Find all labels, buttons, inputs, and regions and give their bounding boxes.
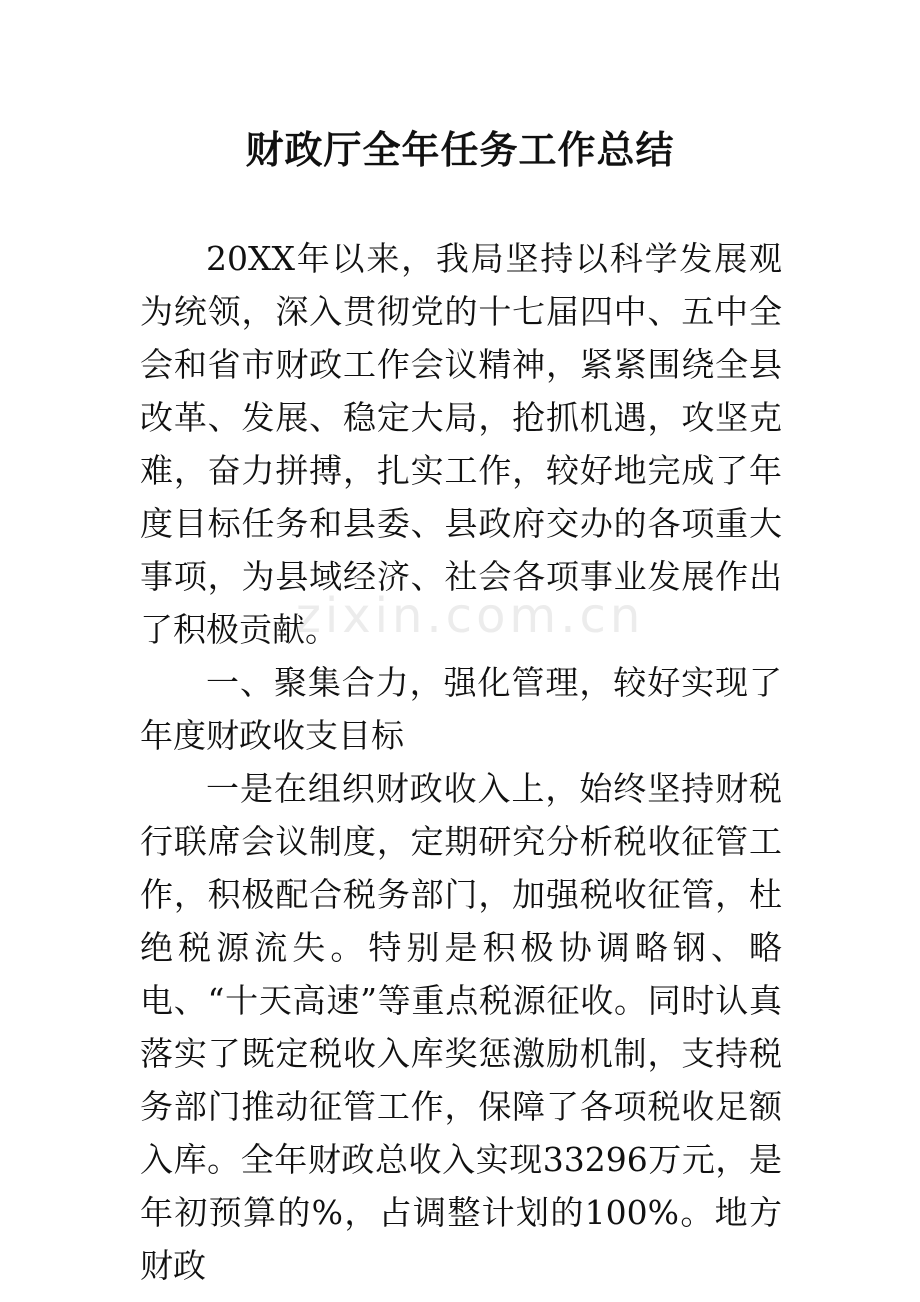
watermark: zixin.com.cn xyxy=(295,588,645,644)
document-title: 财政厅全年任务工作总结 xyxy=(245,128,675,172)
paragraph-revenue: 一是在组织财政收入上，始终坚持财税行联席会议制度，定期研究分析税收征管工作，积极配合税务部门，加强税收征管，杜绝税源流失。特别是积极协调略钢、略电、“十天高速”等重点税源征收。同时认真落实了既定税收入库奖惩激励机制，支持税务部门推动征管工作，保障了各项税收足额入库。全年财政总收入实现33296万元，是年初预算的%，占调整计划的100%。地方财政 xyxy=(140,769,782,1285)
section-heading-1: 一、聚集合力，强化管理，较好实现了年度财政收支目标 xyxy=(140,663,782,755)
document-body xyxy=(140,232,782,1292)
paragraph-intro: 20XX年以来，我局坚持以科学发展观为统领，深入贯彻党的十七届四中、五中全会和省市财政工作会议精神，紧紧围绕全县改革、发展、稳定大局，抢抓机遇，攻坚克难，奋力拼搏，扎实工作，较好地完成了年度目标任务和县委、县政府交办的各项重大事项，为县域经济、社会各项事业发展作出了积极贡献。 xyxy=(140,239,782,649)
